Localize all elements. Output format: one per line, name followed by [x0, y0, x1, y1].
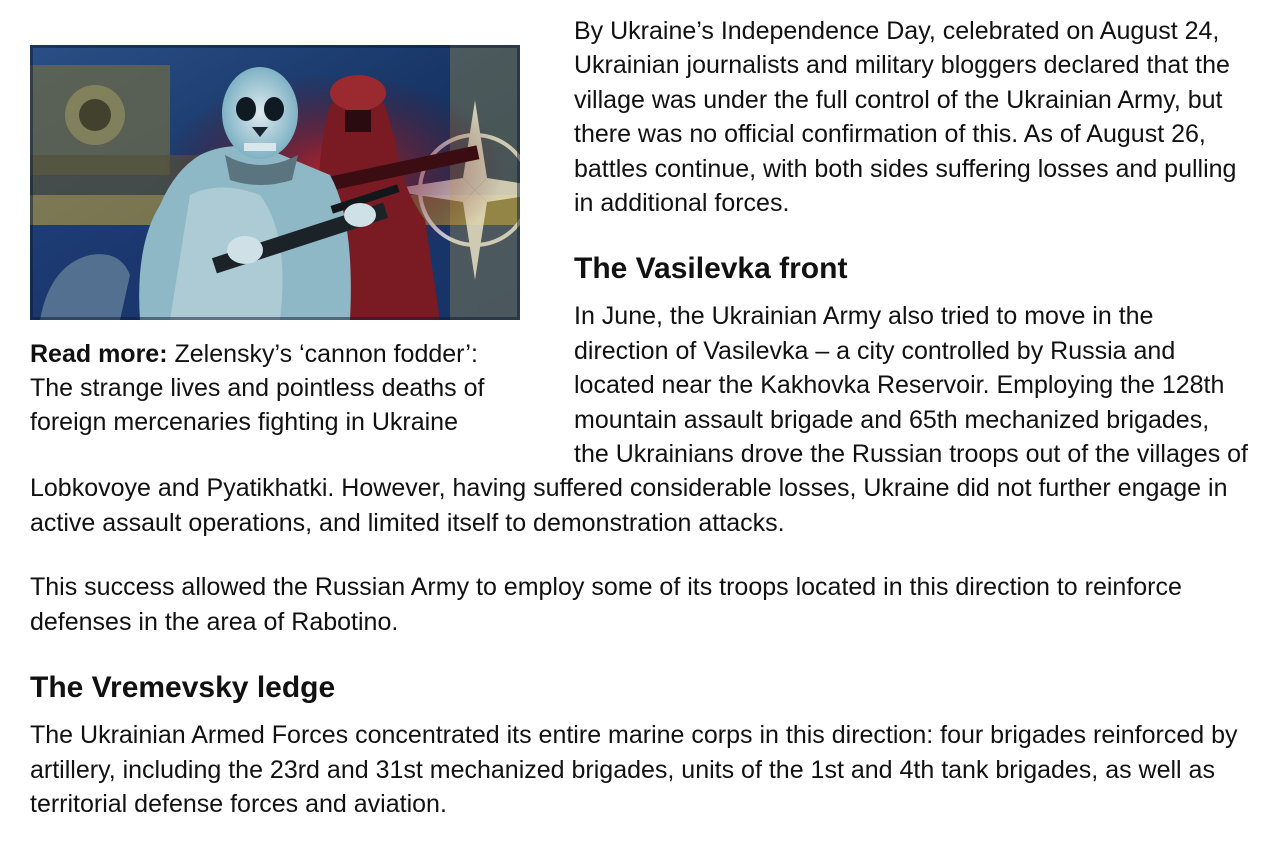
paragraph-vremevsky: The Ukrainian Armed Forces concentrated its entire marine corps in this direction: four brigades reinforced by artillery, including the 23rd and 31st mechanized brigades, units of the 1st and 4th tank brigades, as well as territorial defense forces and aviation. — [30, 721, 1238, 818]
read-more-label: Read more: — [30, 340, 168, 368]
read-more-block — [30, 45, 520, 439]
read-more-link[interactable]: Zelensky’s ‘cannon fodder’: The strange lives and pointless deaths of foreign mercenaries fighting in Ukraine — [30, 340, 485, 436]
read-more-image[interactable] — [30, 45, 520, 320]
heading-vremevsky-ledge: The Vremevsky ledge — [30, 671, 336, 705]
paragraph-vasilevka-june: In June, the Ukrainian Army also tried to move in the direction of Vasilevka – a city controlled by Russia and located near the Kakhovka Reservoir. Employing the 128th mountain assault brigade and 65th mechanized brigades, the Ukrainians drove the Russian troops out of the villages of Lobkovoye and Pyatikhatki. However, having suffered considerable losses, Ukraine did not further engage in active assault operations, and limited itself to demonstration attacks. — [30, 302, 1248, 537]
heading-vasilevka-front: The Vasilevka front — [574, 252, 848, 286]
read-more-caption — [30, 337, 520, 439]
paragraph-vasilevka-success: This success allowed the Russian Army to employ some of its troops located in this direction to reinforce defenses in the area of Rabotino. — [30, 573, 1182, 636]
paragraph-independence-day: By Ukraine’s Independence Day, celebrated on August 24, Ukrainian journalists and military bloggers declared that the village was under the full control of the Ukrainian Army, but there was no official confirmation of this. As of August 26, battles continue, with both sides suffering losses and pulling in additional forces. — [574, 17, 1237, 218]
soldiers-collage-image — [30, 45, 520, 320]
